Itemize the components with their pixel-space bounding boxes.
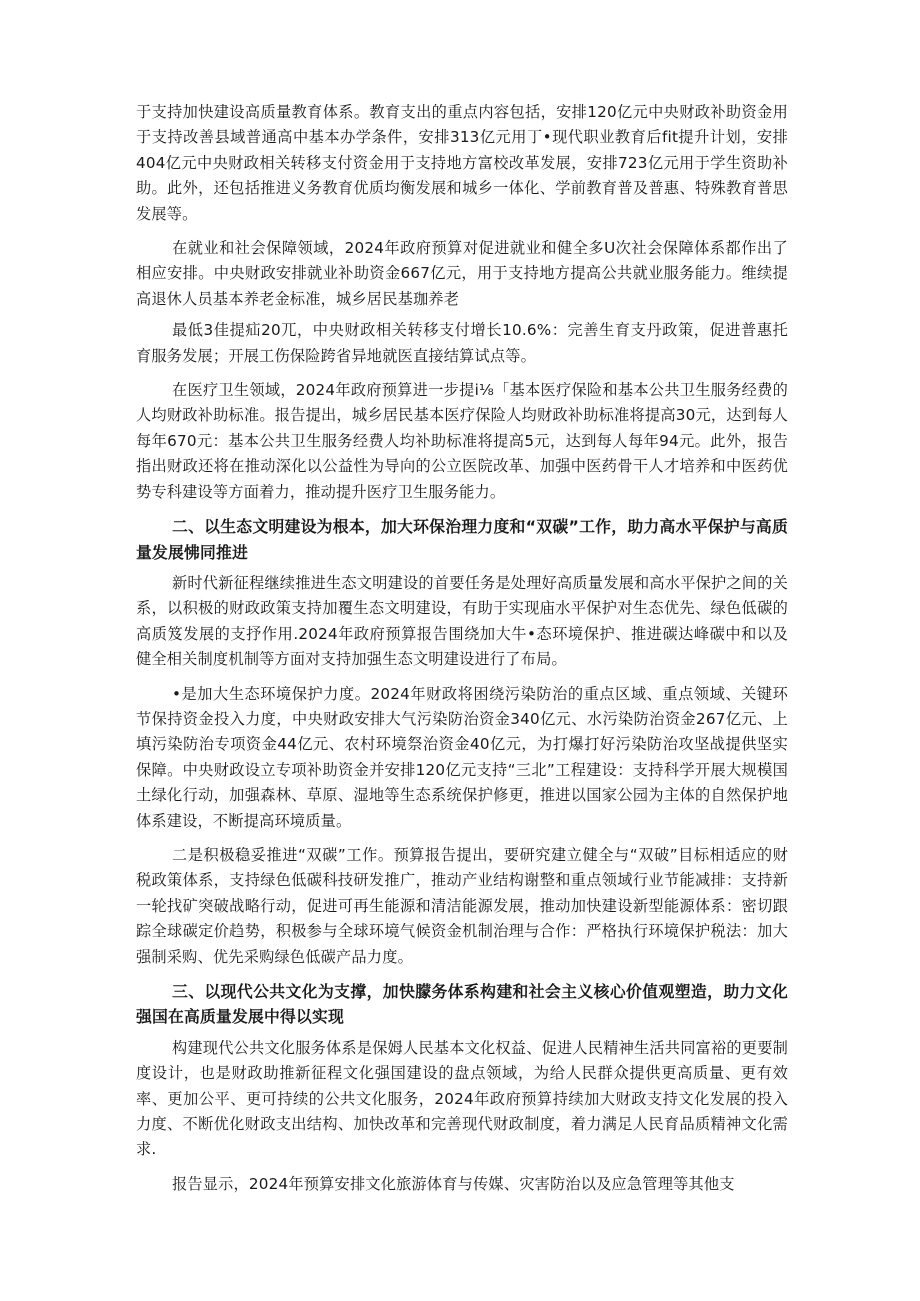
- paragraph-dual-carbon: 二是积极稳妥推进“双碳”工作。预算报告提出，要研究建立健全与“双破”目标相适应的财税政策体系，支持绿色低碳科技研发推广，推动产业结构谢整和重点领域行业节能减排：支持新一轮找矿突破战略行动，促进可再生能源和清洁能源发展，推动加快建设新型能源体系：密切跟踪全球碳定价趋势，积极参与全球环境气候资金机制治理与合作：严格执行环境保护税法：加大强制采购、优先采购绿色低碳产品力度。: [136, 845, 788, 966]
- paragraph-ecology-intro: 新时代新征程继续推进生态文明建设的首要任务是处理好高质量发展和高水平保护之间的关系，以积极的财政政策支持加覆生态文明建设，有助于实现庙水平保护对生态优先、绿色低碳的高质笈发展的支抒作用.2024年政府预算报告围绕加大牛•态环境保护、推进碳达峰碳中和以及健全相关制度机制等方面对支持加强生态文明建设进行了布局。: [136, 573, 788, 669]
- paragraph-education: 于支持加快建设高质量教育体系。教育支出的重点内容包括，安排120亿元中央财政补助资金用于支持改善县域普通高中基本办学条件，安排313亿元用丁•现代职业教育后fit提升计划，安排404亿元中央财政相关转移支付资金用于支持地方富校改革发展，安排723亿元用于学生资助补助。此外，还包括推进义务教育优质均衡发展和城乡一体化、学前教育普及普惠、特殊教育普思发展等。: [136, 103, 788, 223]
- paragraph-report-budget: 报告显示，2024年预算安排文化旅游体育与传媒、灾害防治以及应急管理等其他支: [172, 1174, 735, 1193]
- section-heading-ecology: 二、以生态文明建设为根本，加大环保治理力度和“双碳”工作，助力高水平保护与高质量发展怫同推进: [136, 517, 788, 562]
- document-page: [136, 100, 788, 1197]
- paragraph-environment-protection: •是加大生态环境保护力度。2024年财政将困绕污染防治的重点区域、重点领域、关键环节保持资金投入力度，中央财政安排大气污染防治资金340亿元、水污染防治资金267亿元、上填污染防治专项资金44亿元、农村环境祭治资金40亿元，为打爆打好污染防治攻坚战提供坚实保障。中央财政设立专项补助资金并安排120亿元支持“三北”工程建设：支持科学开展大规模国土绿化行动，加强森林、草原、湿地等生态系统保护修更，推进以国家公园为主体的自然保护地体系建设，不断提高环境质量。: [136, 684, 788, 830]
- paragraph-employment-continued: 最低3佳提疝20兀，中央财政相关转移支付增长10.6%：完善生育支丹政策，促进普惠托育服务发展；开展工伤保险跨省异地就医直接结算试点等。: [136, 321, 788, 365]
- paragraph-employment-social-security: 在就业和社会保障领域，2024年政府预算对促进就业和健全多U次社会保障体系都作出了相应安排。中央财政安排就业补助资金667亿元，用于支持地方提高公共就业服务能力。维续提高退休人员基本养老金标准，城乡居民基珈养老: [136, 239, 788, 308]
- paragraph-culture-intro: 构建现代公共文化服务体系是保姆人民基本文化权益、促进人民精神生活共同富裕的更要制度设计，也是财政助推新征程文化强国建设的盘点领域，为给人民群众提供更高质量、更有效率、更加公平、更可持续的公共文化服务，2024年政府预算持续加大财政支持文化发展的投入力度、不断优化财政支出结构、加快改革和完善现代财政制度，着力满足人民育品质精神文化需求.: [136, 1038, 788, 1159]
- paragraph-healthcare: 在医疗卫生领域，2024年政府预算进一步提i⅛「基本医疗保险和基本公共卫生服务经费的人均财政补助标准。报告提出，城乡居民基本医疗保险人均财政补助标准将提高30元，达到每人每年670元：基本公共卫生服务经费人均补助标准将提高5元，达到每人每年94元。此外，报告指出财政还将在推动深化以公益性为导向的公立医院改革、加强中医药骨干人才培养和中医药优势专科建设等方面着力，推动提升医疗卫生服务能力。: [136, 381, 788, 501]
- section-heading-culture: 三、以现代公共文化为支撑，加快朦务体系构建和社会主义核心价值观塑造，助力文化强国在高质量发展中得以实现: [136, 982, 788, 1027]
